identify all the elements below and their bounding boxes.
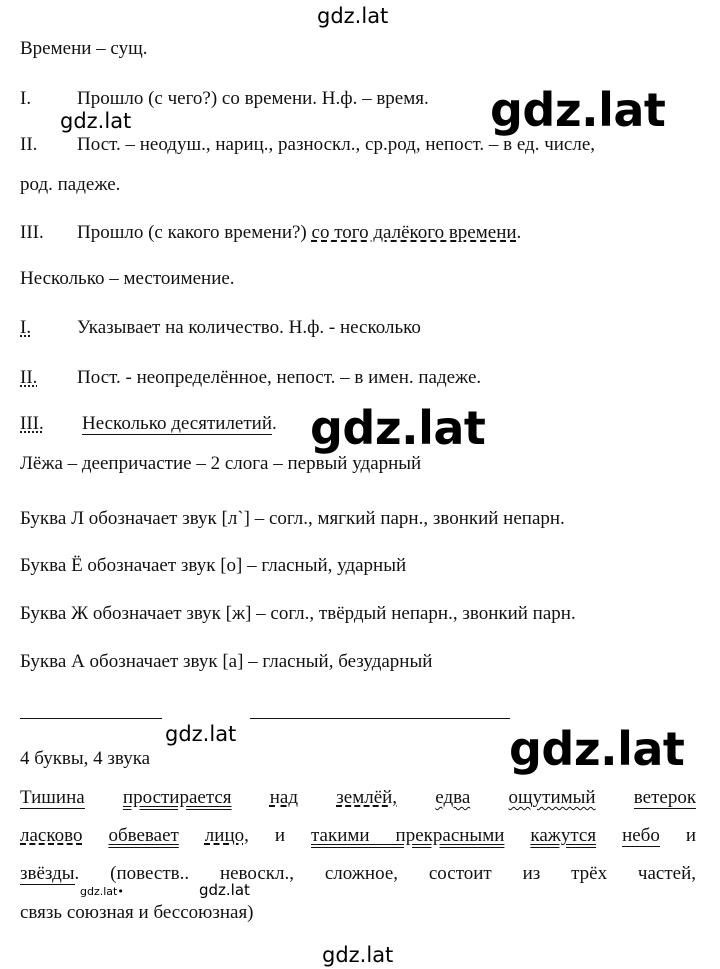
line-text: Пост. – неодуш., нариц., разноскл., ср.род, непост. – в ед. числе, — [77, 134, 596, 155]
predicate-word: такими прекрасными — [311, 825, 505, 846]
line-text: Прошло (с какого времени?) — [77, 222, 312, 243]
subject-word: Тишина — [20, 787, 85, 808]
circumstance-word: над — [269, 787, 299, 808]
roman-numeral: III. — [20, 222, 44, 243]
letter-line: Буква Ж обозначает звук [ж] – согл., твёрдый непарн., звонкий парн. — [20, 603, 576, 624]
line-text: Прошло (с чего?) со времени. Н.ф. – время. — [77, 88, 429, 109]
watermark: gdz.lat — [322, 943, 394, 967]
circumstance-word: едва — [435, 787, 471, 808]
analysis-line — [20, 413, 277, 435]
analysis-line — [20, 134, 595, 156]
watermark: gdz.lat — [310, 401, 486, 455]
conjunction-word: и — [685, 825, 697, 846]
predicate-word: кажутся — [530, 825, 597, 846]
roman-numeral: II. — [20, 367, 38, 388]
roman-numeral: I. — [20, 88, 32, 109]
watermark: gdz.lat — [60, 109, 132, 133]
analysis-line — [20, 317, 421, 339]
predicate-word: обвевает — [108, 825, 179, 846]
sentence-line — [20, 863, 696, 885]
roman-numeral: III. — [20, 413, 44, 434]
letter-line: Буква Ё обозначает звук [о] – гласный, ударный — [20, 555, 407, 576]
sentence-line — [20, 787, 696, 809]
subject-word: звёзды — [20, 863, 75, 884]
subject-word: ветерок — [633, 787, 697, 808]
underlined-phrase: Несколько десятилетий — [82, 413, 273, 434]
analysis-line — [20, 367, 481, 389]
watermark: gdz.lat• — [80, 885, 124, 898]
circumstance-word: ласково — [20, 825, 83, 846]
analysis-line — [20, 222, 521, 244]
attribute-word: ощутимый — [508, 787, 596, 808]
divider — [20, 718, 162, 719]
watermark: gdz.lat — [199, 881, 250, 899]
watermark: gdz.lat — [165, 722, 237, 746]
sentence-characteristics-end: связь союзная и бессоюзная) — [20, 902, 254, 923]
count-line: 4 буквы, 4 звука — [20, 748, 151, 769]
period: . — [272, 413, 277, 434]
circumstance-word: землёй, — [336, 787, 398, 808]
section-title: Времени – сущ. — [20, 38, 148, 59]
underlined-phrase: со того далёкого времени — [311, 222, 517, 243]
object-word: лицо, — [204, 825, 249, 846]
section-title: Лёжа – деепричастие – 2 слога – первый ударный — [20, 453, 422, 474]
line-text: Пост. - неопределённое, непост. – в имен. падеже. — [77, 367, 482, 388]
section-title: Несколько – местоимение. — [20, 268, 235, 289]
divider — [250, 718, 510, 719]
subject-word: небо — [622, 825, 660, 846]
predicate-word: простирается — [122, 787, 232, 808]
analysis-line — [20, 88, 429, 110]
sentence-characteristics: . (повеств.. невоскл., сложное, состоит из трёх частей — [74, 863, 692, 884]
roman-numeral: I. — [20, 317, 32, 338]
sentence-line — [20, 825, 696, 847]
conjunction-word: и — [274, 825, 286, 846]
watermark: gdz.lat — [509, 722, 685, 776]
comma: , — [691, 863, 696, 884]
watermark: gdz.lat — [317, 4, 389, 28]
letter-line: Буква Л обозначает звук [л`] – согл., мягкий парн., звонкий непарн. — [20, 508, 565, 529]
watermark: gdz.lat — [490, 83, 666, 137]
roman-numeral: II. — [20, 134, 38, 155]
period: . — [516, 222, 522, 243]
line-text: Указывает на количество. Н.ф. - несколько — [77, 317, 421, 338]
line-continuation: род. падеже. — [20, 174, 121, 195]
letter-line: Буква А обозначает звук [а] – гласный, безударный — [20, 651, 433, 672]
